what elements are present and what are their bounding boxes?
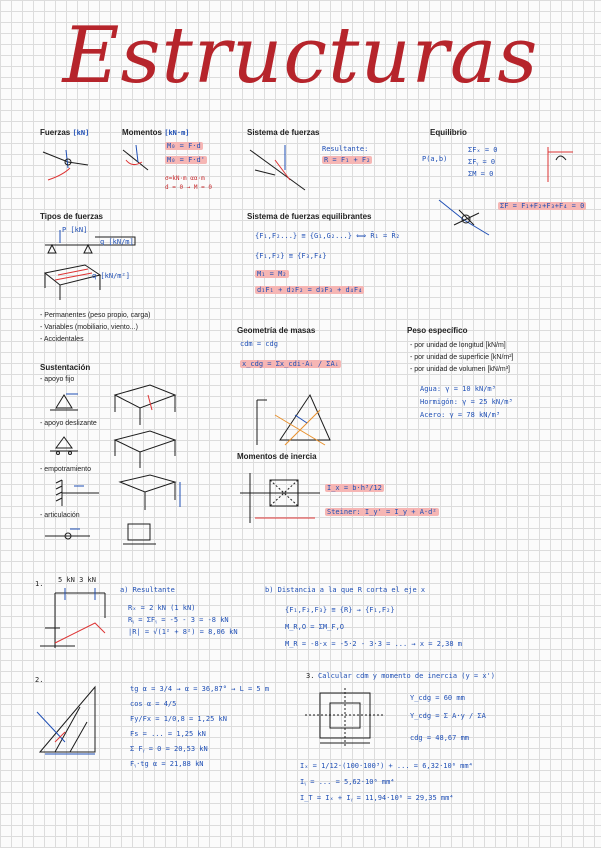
peso-hormigon: Hormigón: γ = 25 kN/m³ <box>420 398 513 406</box>
point-load-unit: P [kN] <box>62 226 88 234</box>
moment-eq-2: M₀ = F·d' <box>167 156 205 164</box>
peso-heading: Peso específico <box>407 326 468 335</box>
resultant-label: Resultante: <box>322 145 369 153</box>
load-type-variable: - Variables (mobiliario, viento...) <box>40 324 138 331</box>
page-title: Estructuras <box>62 11 539 101</box>
apoyo-fijo-3d <box>110 380 180 430</box>
fuerzas-heading: Fuerzas [kN] <box>40 128 90 137</box>
ex3-line-2: Y_cdg = Σ A·y / ΣA <box>410 712 486 720</box>
equilibrio-heading: Equilibrio <box>430 128 467 137</box>
surface-load-unit: q [kN/m²] <box>92 272 130 280</box>
ex3-heading: Calcular cdm y momento de inercia (y = x') <box>318 672 496 680</box>
ex3-line-1: Y_cdg = 60 mm <box>410 694 465 702</box>
inertia-eq-2: Steiner: I_y' = I_y + A·d² <box>327 508 437 516</box>
ex3-line-6: I_T = Iₓ + Iᵧ = 11,94·10⁶ = 29,35 mm⁴ <box>300 794 454 802</box>
equilibrio-vector-eq: ΣF = F₁+F₂+F₃+F₄ = 0 <box>500 202 585 210</box>
ex2-line-6: Fᵧ·tg α = 21,88 kN <box>130 760 204 768</box>
ex3-line-3: cdg = 48,67 mm <box>410 734 470 742</box>
ex1-line-2: Rᵧ = ΣFᵧ = -5 - 3 = -8 kN <box>128 616 229 624</box>
resultant-eq: R = F₁ + F₂ <box>324 156 371 164</box>
moment-note-1: σ=kN·m αα·m <box>165 175 205 182</box>
equiv-line-1: {F₁,F₂...} ≡ {G₁,G₂...} ⟺ R̄₁ = R̄₂ <box>255 232 400 240</box>
equivalentes-heading: Sistema de fuerzas equilibrantes <box>247 212 372 221</box>
articulacion-icon <box>40 524 100 549</box>
ex1-loads: 5 kN 3 kN <box>58 576 96 584</box>
peso-acero: Acero: γ = 78 kN/m³ <box>420 411 501 419</box>
ex1-number: 1. <box>35 580 44 588</box>
centroid-diagram <box>255 385 335 450</box>
peso-item-volumen: - por unidad de volumen [kN/m³] <box>410 366 510 373</box>
ex2-truss-diagram <box>35 682 125 762</box>
equilibrio-eq-2: ΣFᵧ = 0 <box>468 158 496 166</box>
ex1-bline-2: M_R,O = ΣM_F,O <box>285 623 345 631</box>
ex2-line-3: Fy/Fx = 1/0,8 = 1,25 kN <box>130 715 227 723</box>
geometria-line-1: cdm = cdg <box>240 340 278 348</box>
geometria-line-2: x_cdg = Σx_cdi·Aᵢ / ΣAᵢ <box>242 360 339 368</box>
sistema-heading: Sistema de fuerzas <box>247 128 320 137</box>
equiv-line-3: M₁ = M₂ <box>257 270 287 278</box>
empotramiento-icon <box>44 478 104 508</box>
ex2-number: 2. <box>35 676 44 684</box>
ex1-bline-1: {F₁,F₂,F₃} ≡ {R} → {F₁,F₂} <box>285 606 395 614</box>
ex3-line-4: Iₓ = 1/12·(100·100³) + ... = 6,32·10⁶ mm⁴ <box>300 762 473 770</box>
equilibrio-diagram <box>434 195 494 240</box>
apoyo-deslizante-label: - apoyo deslizante <box>40 420 97 427</box>
equiv-line-4: d₁F₁ + d₂F₂ = d₃F₃ + d₄F₄ <box>257 286 363 294</box>
peso-item-longitud: - por unidad de longitud [kN/m] <box>410 342 506 349</box>
load-type-accidental: - Accidentales <box>40 336 84 343</box>
moment-note-2: d = 0 → M = 0 <box>165 184 212 191</box>
inertia-eq-1: I_x = b·h³/12 <box>327 484 382 492</box>
equilibrio-eq-1: ΣFₓ = 0 <box>468 146 498 154</box>
apoyo-deslizante-3d <box>110 428 180 473</box>
load-type-permanent: - Permanentes (peso propio, carga) <box>40 312 151 319</box>
empotramiento-3d <box>115 472 195 517</box>
equilibrio-eq-3: ΣM = 0 <box>468 170 494 178</box>
ex3-section-diagram <box>305 688 385 748</box>
ex3-number: 3. <box>306 672 315 680</box>
ex2-line-1: tg α = 3/4 → α = 36,87° → L = 5 m <box>130 685 270 693</box>
momentos-heading: Momentos [kN·m] <box>122 128 190 137</box>
peso-agua: Agua: γ = 10 kN/m³ <box>420 385 496 393</box>
equiv-line-2: {F₁,F₂} ≡ {F₃,F₄} <box>255 252 327 260</box>
force-diagram <box>38 140 98 190</box>
equilibrio-point: P(a,b) <box>422 155 448 163</box>
ex2-line-5: Σ Fᵧ = 0 = 20,53 kN <box>130 745 208 753</box>
empotramiento-label: - empotramiento <box>40 466 91 473</box>
articulacion-3d <box>118 518 163 548</box>
apoyo-deslizante-icon <box>44 432 84 457</box>
force-types-diagram <box>40 225 140 305</box>
articulacion-label: - articulación <box>40 512 80 519</box>
ex1-line-1: Rₓ = 2 kN (1 kN) <box>128 604 196 612</box>
ex3-line-5: Iᵧ = ... = 5,62·10⁶ mm⁴ <box>300 778 395 786</box>
apoyo-fijo-label: - apoyo fijo <box>40 376 75 383</box>
inercia-heading: Momentos de inercia <box>237 452 317 461</box>
peso-item-superficie: - por unidad de superficie [kN/m²] <box>410 354 514 361</box>
ex1-diagram <box>35 588 115 658</box>
moment-eq-1: M₀ = F·d <box>167 142 201 150</box>
ex1-bline-3: M_R = -8·x = -5·2 - 3·3 = ... → x = 2,38 m <box>285 640 463 648</box>
geometria-heading: Geometría de masas <box>237 326 316 335</box>
moment-diagram <box>118 140 158 180</box>
ex2-line-4: Fs = ... = 1,25 kN <box>130 730 206 738</box>
equilibrio-axes <box>538 142 578 187</box>
ex1-part-a: a) Resultante <box>120 586 175 594</box>
ex1-part-b: b) Distancia a la que R corta el eje x <box>265 586 426 594</box>
system-diagram <box>245 140 320 200</box>
apoyo-fijo-icon <box>44 390 84 415</box>
ex2-line-2: cos α = 4/5 <box>130 700 177 708</box>
tipos-heading: Tipos de fuerzas <box>40 212 103 221</box>
inertia-diagram <box>240 468 325 528</box>
line-load-unit: q [kN/m] <box>100 238 134 246</box>
sustentacion-heading: Sustentación <box>40 363 91 372</box>
ex1-line-3: |R| = √(1² + 8²) = 8,06 kN <box>128 628 238 636</box>
